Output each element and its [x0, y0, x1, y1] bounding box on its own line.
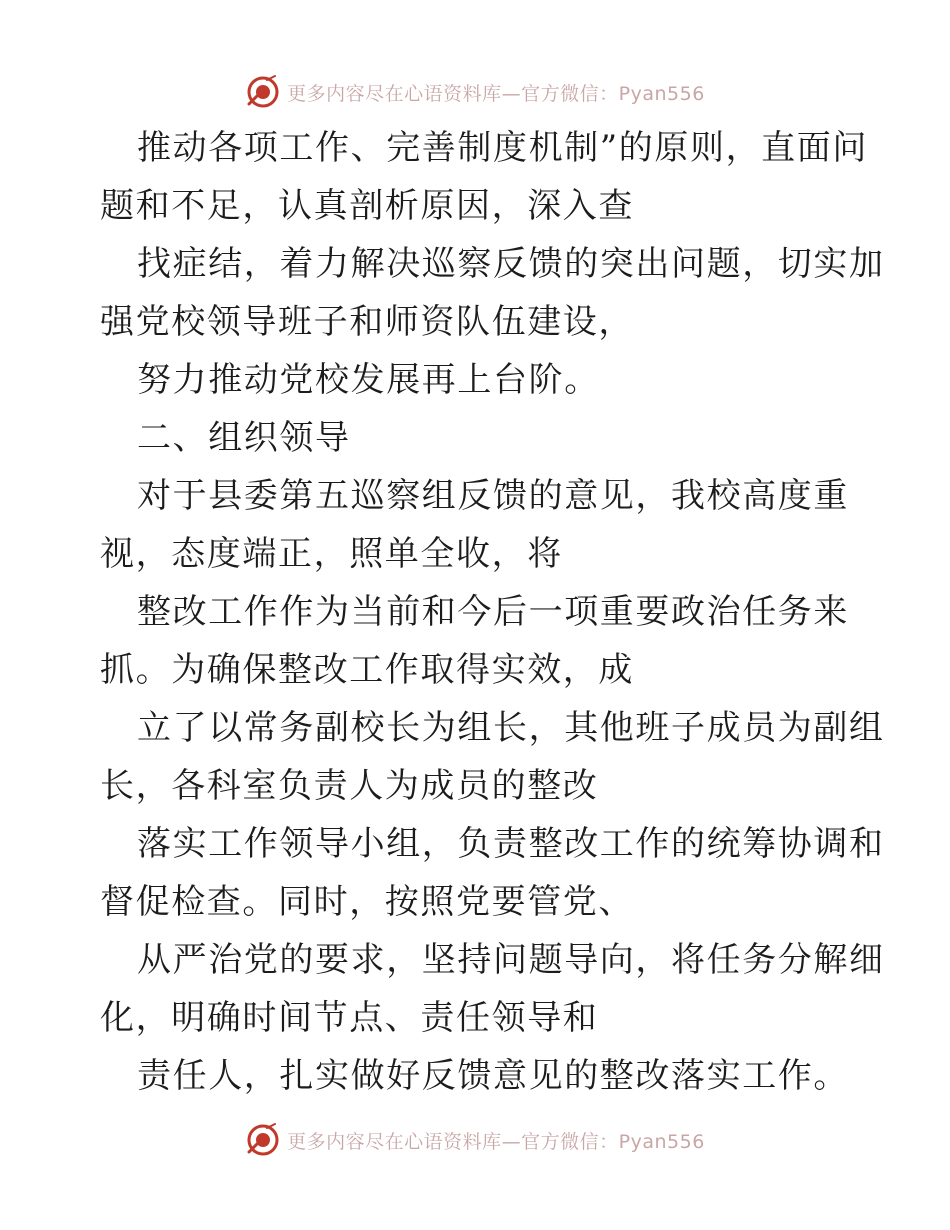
paragraph-line: 强党校领导班子和师资队伍建设，: [100, 302, 634, 342]
paragraph-line: 题和不足，认真剖析原因，深入查: [100, 186, 634, 226]
paragraph-line: 视，态度端正，照单全收，将: [100, 534, 563, 574]
paragraph-line: 推动各项工作、完善制度机制”的原则，直面问: [137, 128, 868, 168]
paragraph-line: 督促检查。同时，按照党要管党、: [100, 882, 634, 922]
pen-seal-logo-icon: [245, 74, 281, 110]
footer-watermark: [0, 1120, 950, 1160]
paragraph-line: 整改工作作为当前和今后一项重要政治任务来: [137, 592, 849, 632]
paragraph-line: 责任人，扎实做好反馈意见的整改落实工作。: [137, 1056, 849, 1096]
section-heading: 二、组织领导: [137, 418, 351, 458]
header-watermark: [0, 72, 950, 112]
paragraph-line: 找症结，着力解决巡察反馈的突出问题，切实加: [137, 244, 885, 284]
watermark-text: 更多内容尽在心语资料库—官方微信：Pyan556: [287, 82, 705, 105]
paragraph-line: 对于县委第五巡察组反馈的意见，我校高度重: [137, 476, 849, 516]
watermark-text: 更多内容尽在心语资料库—官方微信：Pyan556: [287, 1130, 705, 1153]
pen-seal-logo-icon: [245, 1122, 281, 1158]
paragraph-line: 落实工作领导小组，负责整改工作的统筹协调和: [137, 824, 885, 864]
paragraph-line: 化，明确时间节点、责任领导和: [100, 998, 599, 1038]
paragraph-line: 立了以常务副校长为组长，其他班子成员为副组: [137, 708, 885, 748]
paragraph-line: 努力推动党校发展再上台阶。: [137, 360, 600, 400]
paragraph-line: 从严治党的要求，坚持问题导向，将任务分解细: [137, 940, 885, 980]
paragraph-line: 长，各科室负责人为成员的整改: [100, 766, 599, 806]
paragraph-line: 抓。为确保整改工作取得实效，成: [100, 650, 634, 690]
